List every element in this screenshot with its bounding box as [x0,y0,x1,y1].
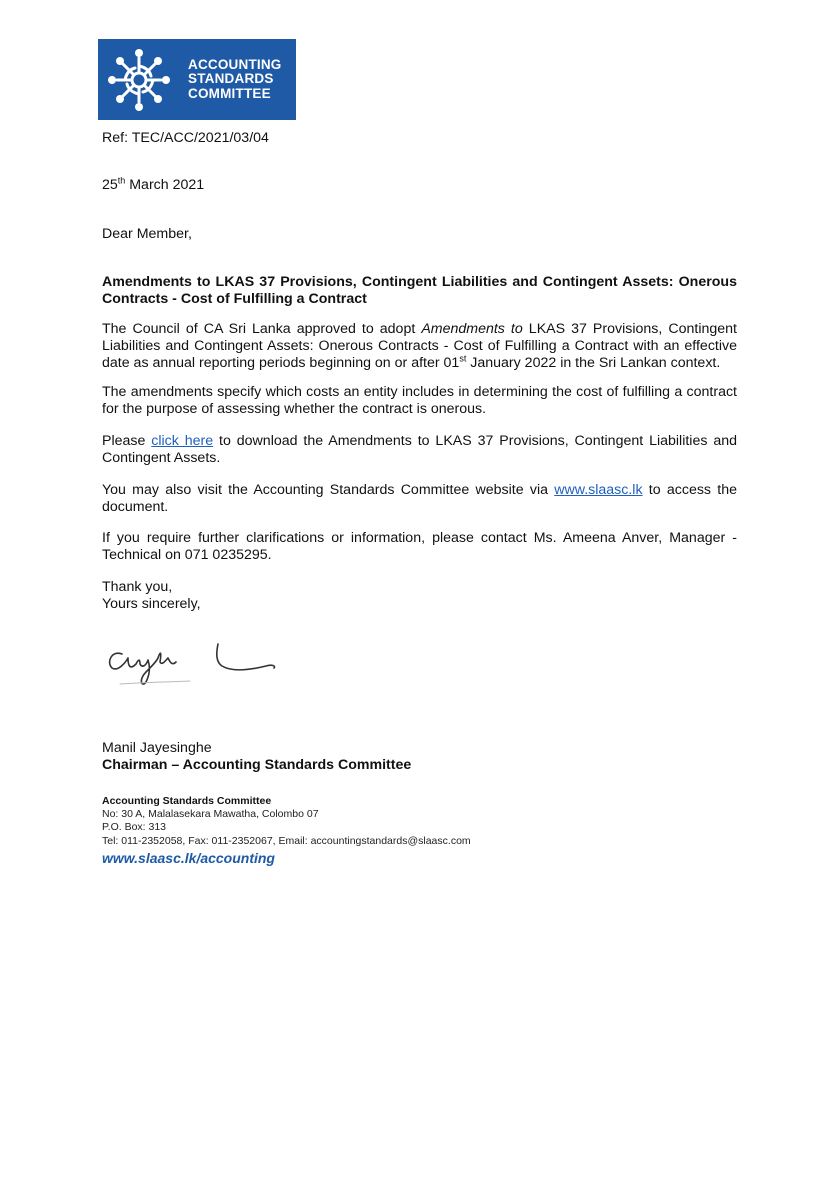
signer-name: Manil Jayesinghe [102,740,212,756]
paragraph-adoption [102,321,737,372]
date-rest: March 2021 [125,177,205,193]
p1-italic: Amendments to [421,321,523,337]
p4-text-b: to access the document. [102,482,737,515]
p3-text-a: Please [102,433,152,449]
reference-number: Ref: TEC/ACC/2021/03/04 [102,130,269,146]
footer-address: No: 30 A, Malalasekara Mawatha, Colombo 07 [102,808,319,821]
click-here-link[interactable]: click here [151,433,214,449]
paragraph-download [102,433,737,467]
footer-website: www.slaasc.lk/accounting [102,849,275,866]
paragraph-amendments: The amendments specify which costs an entity includes in determining the cost of fulfilling a contract for the purpose of assessing whether the contract is onerous. [102,384,737,417]
logo-line-3: COMMITTEE [188,85,271,101]
flower-emblem-icon [104,45,174,115]
salutation: Dear Member, [102,226,192,242]
subject-heading: Amendments to LKAS 37 Provisions, Contingent Liabilities and Contingent Assets: Onerous Contracts - Cost of Fulfilling a Contract [102,274,737,307]
p4-text-a: You may also visit the Accounting Standards Committee website via [102,482,555,498]
handwritten-signature [100,632,290,692]
website-link[interactable]: www.slaasc.lk [554,482,643,498]
committee-logo [98,39,296,120]
letter-date [102,177,737,194]
logo-wordmark [188,58,282,102]
logo-line-2: STANDARDS [188,71,274,87]
signer-title: Chairman – Accounting Standards Committee [102,757,412,773]
footer-contact-line: Tel: 011-2352058, Fax: 011-2352067, Email: accountingstandards@slaasc.com [102,834,471,847]
footer-po-box: P.O. Box: 313 [102,821,167,834]
p3-text-b: to download the Amendments to LKAS 37 Provisions, Contingent Liabilities and Contingent Assets. [102,433,737,466]
paragraph-contact: If you require further clarifications or information, please contact Ms. Ameena Anver, Manager - Technical on 071 0235295. [102,530,737,563]
p1-text-c: January 2022 in the Sri Lankan context. [466,355,721,371]
p1-text-a: The Council of CA Sri Lanka approved to adopt [102,321,422,337]
footer-contact-block [102,795,471,867]
logo-line-1: ACCOUNTING [188,56,282,72]
date-day: 25 [102,177,118,193]
p1-sup: st [459,353,467,364]
closing-sincerely: Yours sincerely, [102,596,201,612]
date-suffix: th [117,175,126,186]
closing-thanks: Thank you, [102,579,173,595]
p1-text-b: LKAS 37 Provisions, Contingent Liabilities and Contingent Assets: Onerous Contracts - Cost of Fulfilling a Contract with an effective date as annual reporting periods beginning on or after 01 [102,321,737,371]
footer-org: Accounting Standards Committee [102,795,272,807]
paragraph-website [102,482,737,516]
